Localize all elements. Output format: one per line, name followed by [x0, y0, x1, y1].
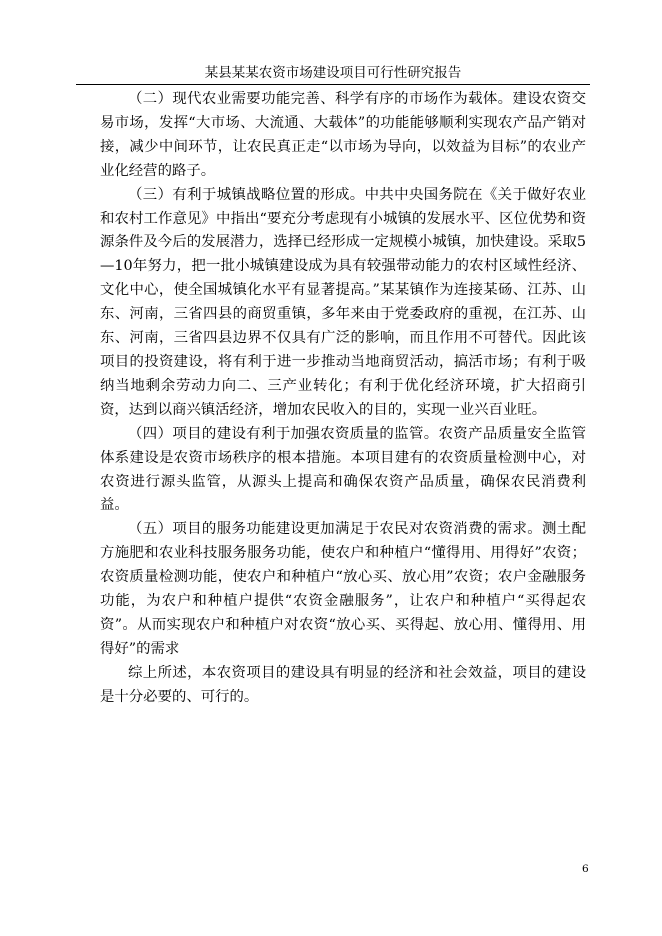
- paragraph-conclusion: 综上所述，本农资项目的建设具有明显的经济和社会效益，项目的建设是十分必要的、可行的。: [100, 664, 586, 705]
- page-number: 6: [582, 863, 589, 875]
- header-title: 某县某某农资市场建设项目可行性研究报告: [204, 65, 462, 81]
- paragraph-quality-supervision: （四）项目的建设有利于加强农资质量的监管。农资产品质量安全监管体系建设是农资市场秩序的根本措施。本项目建有的农资质量检测中心，对农资进行源头监管，从源头上提高和确保农资产品质量，确保农民消费利益。: [100, 425, 586, 514]
- paragraph-town-strategy: （三）有利于城镇战略位置的形成。中共中央国务院在《关于做好农业和农村工作意见》中指出“要充分考虑现有小城镇的发展水平、区位优势和资源条件及今后的发展潜力，选择已经形成一定规模小城镇，加快建设。采取5—10年努力，把一批小城镇建设成为具有较强带动能力的农村区域性经济、文化中心，使全国城镇化水平有显著提高。”某某镇作为连接某砀、江苏、山东、河南，三省四县的商贸重镇，多年来由于党委政府的重视，在江苏、山东、河南，三省四县边界不仅具有广泛的影响，而且作用不可替代。因此该项目的投资建设，将有利于进一步推动当地商贸活动，搞活市场；有利于吸纳当地剩余劳动力向二、三产业转化；有利于优化经济环境，扩大招商引资，达到以商兴镇活经济，增加农民收入的目的，实现一业兴百业旺。: [100, 186, 586, 418]
- paragraph-service-function: （五）项目的服务功能建设更加满足于农民对农资消费的需求。测土配方施肥和农业科技服务服务功能，使农户和种植户“懂得用、用得好”农资；农资质量检测功能，使农户和种植户“放心买、放心用”农资；农户金融服务功能，为农户和种植户提供“农资金融服务”，让农户和种植户“买得起农资”。从而实现农户和种植户对农资“放心买、买得起、放心用、懂得用、用得好”的需求: [100, 521, 586, 657]
- paragraph-market-carrier: （二）现代农业需要功能完善、科学有序的市场作为载体。建设农资交易市场，发挥“大市场、大流通、大载体”的功能能够顺利实现农产品产销对接，减少中间环节，让农民真正走“以市场为导向，以效益为目标”的农业产业化经营的路子。: [100, 91, 586, 179]
- document-body: [100, 88, 586, 710]
- page-header: [76, 64, 590, 85]
